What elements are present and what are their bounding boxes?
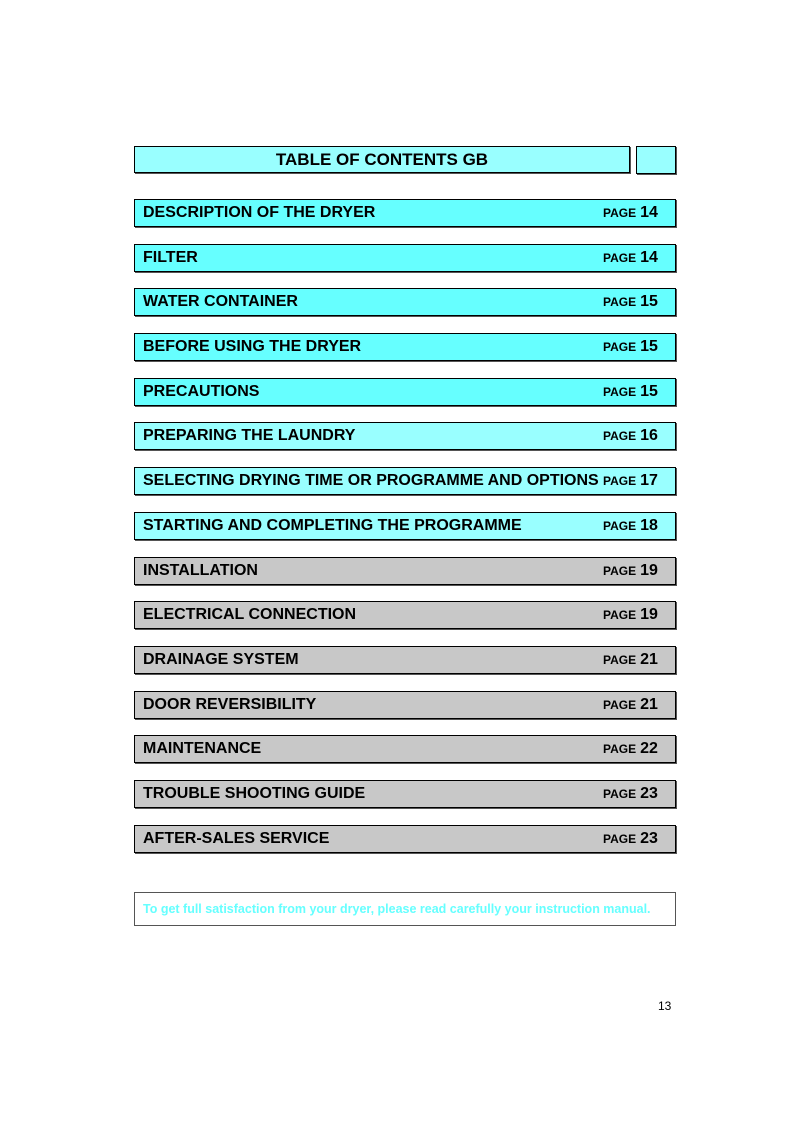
toc-page-word: PAGE (603, 563, 637, 578)
toc-entry-page (603, 472, 658, 490)
toc-page-number: 17 (640, 472, 658, 490)
toc-page-word: PAGE (603, 742, 637, 757)
toc-entry[interactable] (134, 467, 676, 495)
toc-page-word: PAGE (603, 429, 637, 444)
toc-page-number: 18 (640, 516, 658, 534)
toc-entry-label: DESCRIPTION OF THE DRYER (143, 204, 376, 221)
toc-entry-page (603, 204, 658, 222)
toc-page-number: 14 (640, 204, 658, 221)
toc-page-word: PAGE (603, 295, 637, 310)
toc-entry[interactable] (134, 735, 676, 763)
toc-page-word: PAGE (603, 652, 637, 667)
toc-entry-label: FILTER (143, 248, 198, 266)
toc-entry[interactable] (134, 825, 676, 853)
toc-entry[interactable] (134, 333, 676, 361)
toc-entry[interactable] (134, 378, 676, 406)
toc-entry-label: AFTER-SALES SERVICE (143, 829, 330, 847)
toc-entry-label: BEFORE USING THE DRYER (143, 338, 362, 356)
toc-entry-page (603, 427, 658, 445)
toc-entry[interactable] (134, 557, 676, 585)
toc-page-number: 15 (640, 382, 658, 400)
toc-entry-label: STARTING AND COMPLETING THE PROGRAMME (143, 516, 522, 534)
toc-entry[interactable] (134, 601, 676, 629)
toc-page-number: 15 (640, 293, 658, 311)
toc-entry-page (603, 293, 658, 311)
toc-entry-label: INSTALLATION (143, 561, 258, 579)
toc-page-word: PAGE (603, 250, 637, 265)
toc-page-word: PAGE (603, 608, 637, 623)
toc-entry-page (603, 517, 658, 535)
toc-page-word: PAGE (603, 340, 637, 355)
toc-entry[interactable] (134, 244, 676, 272)
toc-entry-label: ELECTRICAL CONNECTION (143, 606, 357, 624)
toc-page-word: PAGE (603, 206, 637, 220)
toc-entry[interactable] (134, 422, 676, 450)
toc-page-number: 23 (640, 784, 658, 802)
toc-page-number: 19 (640, 561, 658, 579)
toc-entry[interactable] (134, 691, 676, 719)
toc-entry[interactable] (134, 512, 676, 540)
toc-entry-page (603, 696, 658, 714)
toc-entry-page (603, 785, 658, 803)
toc-page-word: PAGE (603, 697, 637, 712)
toc-entry[interactable] (134, 646, 676, 674)
toc-entry-page (603, 830, 658, 848)
toc-page-number: 16 (640, 427, 658, 445)
toc-entry[interactable] (134, 199, 676, 227)
toc-entry-page (603, 383, 658, 401)
toc-entry-label: DRAINAGE SYSTEM (143, 650, 299, 668)
toc-page-word: PAGE (603, 786, 637, 801)
toc-entry-label: TROUBLE SHOOTING GUIDE (143, 784, 366, 802)
table-of-contents (134, 199, 676, 869)
toc-page-word: PAGE (603, 474, 637, 489)
toc-page-number: 21 (640, 650, 658, 668)
toc-entry-page (603, 651, 658, 669)
toc-entry[interactable] (134, 288, 676, 316)
toc-page-number: 22 (640, 740, 658, 758)
toc-entry[interactable] (134, 780, 676, 808)
toc-entry-page (603, 740, 658, 758)
title-side-box (636, 146, 676, 174)
toc-entry-label: PREPARING THE LAUNDRY (143, 427, 356, 445)
toc-entry-label: SELECTING DRYING TIME OR PROGRAMME AND OPTIONS (143, 472, 599, 490)
page-title (134, 146, 630, 173)
toc-page-word: PAGE (603, 518, 637, 533)
toc-page-number: 19 (640, 606, 658, 624)
toc-page-word: PAGE (603, 831, 637, 846)
toc-entry-page (603, 338, 658, 356)
toc-entry-page (603, 562, 658, 580)
toc-entry-page (603, 249, 658, 267)
page-title-text: TABLE OF CONTENTS GB (275, 149, 489, 169)
toc-entry-label: WATER CONTAINER (143, 293, 298, 311)
toc-page-word: PAGE (603, 384, 637, 399)
toc-entry-page (603, 606, 658, 624)
toc-entry-label: PRECAUTIONS (143, 382, 260, 400)
instruction-note (134, 892, 676, 926)
toc-entry-label: DOOR REVERSIBILITY (143, 695, 317, 713)
toc-entry-label: MAINTENANCE (143, 740, 262, 758)
toc-page-number: 21 (640, 695, 658, 713)
toc-page-number: 15 (640, 338, 658, 356)
instruction-note-text: To get full satisfaction from your dryer, please read carefully your instruction manual. (143, 902, 651, 916)
toc-page-number: 23 (640, 829, 658, 847)
page-number: 13 (658, 999, 672, 1013)
toc-page-number: 14 (640, 248, 658, 266)
